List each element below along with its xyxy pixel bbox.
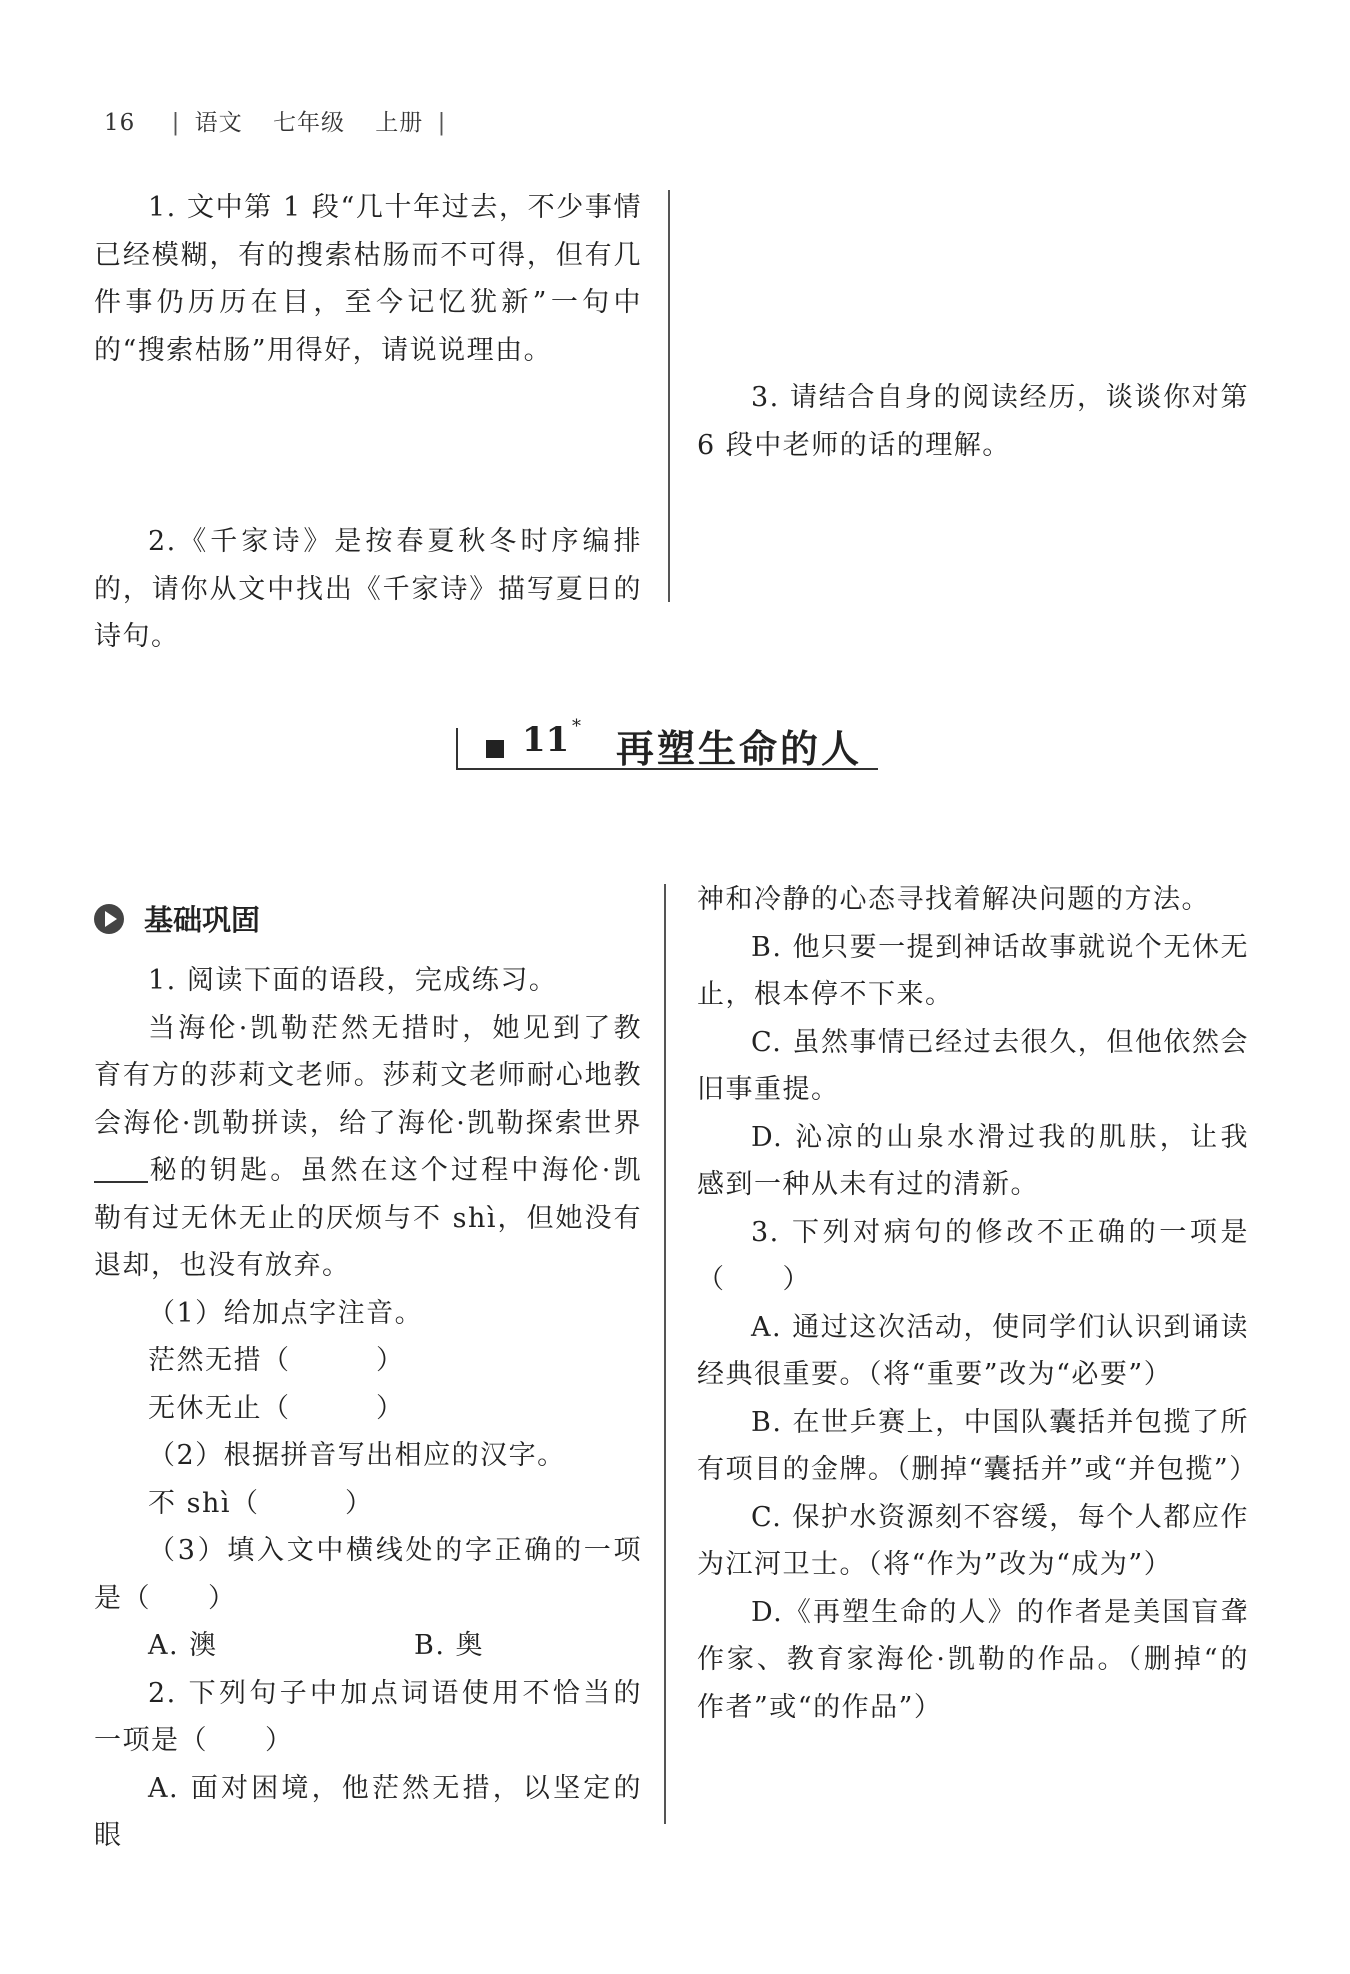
header-volume: 上册 bbox=[375, 110, 424, 136]
section-heading-text: 基础巩固 bbox=[144, 903, 261, 937]
sub-question-1: （1）给加点字注音。 bbox=[148, 1297, 424, 1329]
passage-part-b: 秘的钥匙。虽然在这个过程中海伦·凯勒有过无休无止的厌烦与不 shì，但她没有退却，也没有放弃。 bbox=[94, 1155, 642, 1281]
header-separator: | bbox=[171, 110, 181, 136]
header-grade: 七年级 bbox=[272, 110, 345, 136]
lesson-title-banner bbox=[456, 716, 876, 772]
column-divider-bottom bbox=[664, 884, 666, 1824]
question-2-option-a-cont: 神和冷静的心态寻找着解决问题的方法。 bbox=[697, 884, 1210, 915]
left-column bbox=[94, 898, 642, 1860]
sub-question-2: （2）根据拼音写出相应的汉字。 bbox=[148, 1440, 566, 1471]
question-2-option-b: B. 他只要一提到神话故事就说个无休无止，根本停不下来。 bbox=[697, 931, 1249, 1010]
sub-question-1-a: 茫然无措（ ） bbox=[148, 1345, 405, 1376]
question-1-top: 1. 文中第 1 段“几十年过去，不少事情已经模糊，有的搜索枯肠而不可得，但有几件事仍历历在目，至今记忆犹新”一句中的“搜索枯肠”用得好，请说说理由。 bbox=[94, 192, 642, 366]
lesson-star: * bbox=[572, 716, 581, 737]
option-b: B. 奥 bbox=[414, 1630, 485, 1661]
right-column bbox=[697, 876, 1258, 1731]
header-subject: 语文 bbox=[194, 110, 243, 136]
lesson-number: 11 bbox=[522, 720, 570, 760]
question-3-top: 3. 请结合自身的阅读经历，谈谈你对第 6 段中老师的话的理解。 bbox=[697, 382, 1249, 461]
question-3-option-c: C. 保护水资源刻不容缓，每个人都应作为江河卫士。（将“作为”改为“成为”） bbox=[697, 1501, 1249, 1580]
question-2-top: 2.《千家诗》是按春夏秋冬时序编排的，请你从文中找出《千家诗》描写夏日的诗句。 bbox=[94, 526, 642, 652]
question-3: 3. 下列对病句的修改不正确的一项是（ ） bbox=[697, 1216, 1249, 1295]
square-bullet-icon bbox=[486, 740, 504, 758]
question-2-option-a: A. 面对困境，他茫然无措，以坚定的眼 bbox=[94, 1772, 642, 1851]
option-a: A. 澳 bbox=[148, 1630, 218, 1661]
sub-question-1-b: 无休无止（ ） bbox=[148, 1392, 405, 1424]
question-3-option-b: B. 在世乒赛上，中国队囊括并包揽了所有项目的金牌。（删掉“囊括并”或“并包揽”） bbox=[697, 1406, 1258, 1485]
passage bbox=[94, 1005, 642, 1290]
lesson-title: 再塑生命的人 bbox=[616, 726, 863, 771]
fill-blank bbox=[94, 1154, 148, 1183]
q1-intro: 1. 阅读下面的语段，完成练习。 bbox=[148, 965, 558, 996]
question-3-option-a: A. 通过这次活动，使同学们认识到诵读经典很重要。（将“重要”改为“必要”） bbox=[697, 1311, 1249, 1390]
passage-part-a: 当海伦·凯勒茫然无措时，她见到了教育有方的莎莉文老师。莎莉文老师耐心地教会海伦·凯勒拼读，给了海伦·凯勒探索世界 bbox=[94, 1012, 642, 1139]
sub-question-2-a: 不 shì（ ） bbox=[148, 1487, 374, 1519]
sub-question-3-options bbox=[94, 1622, 642, 1670]
question-2-option-c: C. 虽然事情已经过去很久，但他依然会旧事重提。 bbox=[697, 1026, 1249, 1105]
sub-question-3: （3）填入文中横线处的字正确的一项是（ ） bbox=[94, 1535, 642, 1614]
play-icon bbox=[94, 904, 124, 934]
question-3-option-d: D.《再塑生命的人》的作者是美国盲聋作家、教育家海伦·凯勒的作品。（删掉“的作者”或“的作品”） bbox=[697, 1596, 1249, 1723]
section-heading bbox=[94, 898, 642, 939]
page-number: 16 bbox=[104, 110, 136, 136]
question-2-option-d: D. 沁凉的山泉水滑过我的肌肤，让我感到一种从未有过的清新。 bbox=[697, 1121, 1249, 1200]
header-separator-end: | bbox=[437, 110, 447, 136]
question-2: 2. 下列句子中加点词语使用不恰当的一项是（ ） bbox=[94, 1677, 642, 1756]
column-divider-top bbox=[668, 190, 670, 602]
page-header bbox=[104, 104, 452, 137]
